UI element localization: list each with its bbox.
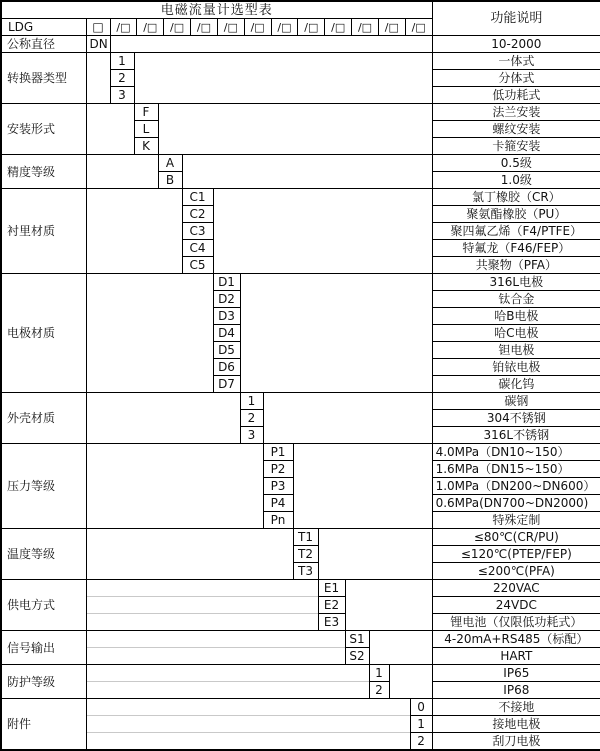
option-code: C1	[182, 189, 213, 206]
empty-span	[158, 104, 432, 155]
option-code: D2	[213, 291, 240, 308]
empty-span	[86, 104, 134, 155]
table-row	[1, 189, 600, 206]
option-code: E3	[318, 614, 345, 631]
option-description: 低功耗式	[432, 87, 600, 104]
option-description: 卡箍安装	[432, 138, 600, 155]
gridline-span	[86, 699, 410, 716]
option-code: 3	[240, 427, 263, 444]
option-description: 哈C电极	[432, 325, 600, 342]
category-label: 安装形式	[1, 104, 86, 155]
option-code: E1	[318, 580, 345, 597]
table-row	[1, 53, 600, 70]
category-label: 附件	[1, 699, 86, 751]
category-label: 电极材质	[1, 274, 86, 393]
code-slot: /□	[405, 19, 432, 35]
option-description: 聚氨酯橡胶（PU）	[432, 206, 600, 223]
model-code-label: LDG	[1, 19, 86, 36]
option-description: 钛合金	[432, 291, 600, 308]
option-description: 0.6MPa(DN700~DN2000)	[432, 495, 600, 512]
code-slot-row	[111, 19, 432, 35]
option-description: 316L不锈钢	[432, 427, 600, 444]
option-description: 1.0级	[432, 172, 600, 189]
option-code: S2	[345, 648, 369, 665]
empty-span	[182, 155, 432, 189]
option-description: IP65	[432, 665, 600, 682]
model-code-slots	[110, 19, 432, 36]
category-label: 压力等级	[1, 444, 86, 529]
option-code: A	[158, 155, 182, 172]
option-code: 2	[369, 682, 389, 699]
option-description: 0.5级	[432, 155, 600, 172]
table-row	[1, 529, 600, 546]
category-label: 供电方式	[1, 580, 86, 631]
option-code: L	[134, 121, 158, 138]
option-code: D4	[213, 325, 240, 342]
empty-span	[345, 580, 432, 631]
option-code: 3	[110, 87, 134, 104]
gridline-span	[86, 614, 318, 631]
code-slot: /□	[136, 19, 163, 35]
category-label: 外壳材质	[1, 393, 86, 444]
option-description: 304不锈钢	[432, 410, 600, 427]
option-description: 共聚物（PFA）	[432, 257, 600, 274]
option-code: T3	[293, 563, 318, 580]
option-code: 2	[410, 733, 432, 751]
option-description: IP68	[432, 682, 600, 699]
option-code: D5	[213, 342, 240, 359]
empty-span	[86, 189, 182, 274]
empty-span	[134, 53, 432, 104]
option-description: 钽电极	[432, 342, 600, 359]
option-description: 碳化钨	[432, 376, 600, 393]
table-row	[1, 665, 600, 682]
gridline-span	[86, 580, 318, 597]
option-code: D1	[213, 274, 240, 291]
option-description: 铂铱电极	[432, 359, 600, 376]
category-label: 公称直径	[1, 36, 86, 53]
table-row	[1, 393, 600, 410]
table-row	[1, 597, 600, 614]
empty-span	[318, 529, 432, 580]
empty-span	[389, 665, 432, 699]
option-code: P2	[263, 461, 293, 478]
option-code: C5	[182, 257, 213, 274]
empty-span	[369, 631, 432, 665]
code-slot: /□	[297, 19, 324, 35]
option-code: C2	[182, 206, 213, 223]
option-code: D6	[213, 359, 240, 376]
option-code: C4	[182, 240, 213, 257]
gridline-span	[86, 665, 369, 682]
option-description: 1.0MPa（DN200~DN600）	[432, 478, 600, 495]
empty-span	[263, 393, 432, 444]
table-row	[1, 699, 600, 716]
gridline-span	[86, 597, 318, 614]
gridline-span	[86, 648, 345, 665]
title-row	[1, 1, 600, 19]
option-code: C3	[182, 223, 213, 240]
option-code: K	[134, 138, 158, 155]
option-code: D7	[213, 376, 240, 393]
empty-span	[86, 444, 263, 529]
option-code: T2	[293, 546, 318, 563]
table-row	[1, 614, 600, 631]
option-description: 法兰安装	[432, 104, 600, 121]
empty-span	[86, 274, 213, 393]
code-slot: /□	[163, 19, 190, 35]
option-description: 哈B电极	[432, 308, 600, 325]
option-description: 碳钢	[432, 393, 600, 410]
table-title: 电磁流量计选型表	[160, 2, 273, 18]
option-description: 24VDC	[432, 597, 600, 614]
table-row	[1, 274, 600, 291]
option-description: ≤120℃(PTEP/FEP)	[432, 546, 600, 563]
option-description: 接地电极	[432, 716, 600, 733]
option-description: 氯丁橡胶（CR）	[432, 189, 600, 206]
option-description: 1.6MPa（DN15~150）	[432, 461, 600, 478]
function-column-header: 功能说明	[432, 1, 600, 36]
table-row	[1, 716, 600, 733]
option-description: 刮刀电极	[432, 733, 600, 751]
gridline-span	[86, 682, 369, 699]
code-slot: /□	[190, 19, 217, 35]
option-code: P3	[263, 478, 293, 495]
category-label: 防护等级	[1, 665, 86, 699]
code-slot: /□	[271, 19, 298, 35]
code-slot: /□	[244, 19, 271, 35]
option-description: 316L电极	[432, 274, 600, 291]
option-description: ≤80℃(CR/PU)	[432, 529, 600, 546]
option-description: 特殊定制	[432, 512, 600, 529]
table-row	[1, 682, 600, 699]
option-description: 220VAC	[432, 580, 600, 597]
option-code: 1	[369, 665, 389, 682]
option-description: 不接地	[432, 699, 600, 716]
option-code: 1	[240, 393, 263, 410]
option-description: 特氟龙（F46/FEP）	[432, 240, 600, 257]
code-slot: /□	[324, 19, 351, 35]
code-slot: /□	[378, 19, 405, 35]
option-description: ≤200℃(PFA)	[432, 563, 600, 580]
option-description: 10-2000	[432, 36, 600, 53]
gridline-span	[86, 733, 410, 751]
option-code: E2	[318, 597, 345, 614]
empty-span	[86, 529, 293, 580]
option-code: S1	[345, 631, 369, 648]
table-row	[1, 648, 600, 665]
code-slot: /□	[351, 19, 378, 35]
category-label: 信号输出	[1, 631, 86, 665]
option-description: 4.0MPa（DN10~150）	[432, 444, 600, 461]
option-description: HART	[432, 648, 600, 665]
option-code: B	[158, 172, 182, 189]
empty-span	[110, 36, 432, 53]
option-description: 分体式	[432, 70, 600, 87]
category-label: 转换器类型	[1, 53, 86, 104]
table-row	[1, 580, 600, 597]
gridline-span	[86, 631, 345, 648]
empty-span	[293, 444, 432, 529]
option-code: T1	[293, 529, 318, 546]
option-description: 螺纹安装	[432, 121, 600, 138]
option-code: 0	[410, 699, 432, 716]
option-code: P1	[263, 444, 293, 461]
option-description: 锂电池（仅限低功耗式）	[432, 614, 600, 631]
option-code: Pn	[263, 512, 293, 529]
option-description: 4-20mA+RS485（标配）	[432, 631, 600, 648]
category-label: 精度等级	[1, 155, 86, 189]
gridline-span	[86, 716, 410, 733]
option-code: P4	[263, 495, 293, 512]
category-label: 温度等级	[1, 529, 86, 580]
option-code: 1	[110, 53, 134, 70]
category-label: 衬里材质	[1, 189, 86, 274]
option-code: 2	[240, 410, 263, 427]
table-row	[1, 631, 600, 648]
empty-span	[86, 53, 110, 104]
table-row	[1, 733, 600, 751]
empty-span	[86, 393, 240, 444]
empty-span	[240, 274, 432, 393]
table-row	[1, 104, 600, 121]
empty-span	[213, 189, 432, 274]
model-code-box: □	[86, 19, 110, 36]
option-code: F	[134, 104, 158, 121]
table-row	[1, 155, 600, 172]
option-description: 一体式	[432, 53, 600, 70]
option-code: 1	[410, 716, 432, 733]
option-code: D3	[213, 308, 240, 325]
code-slot: /□	[116, 20, 131, 34]
table-row	[1, 36, 600, 53]
code-slot: /□	[217, 19, 244, 35]
table-row	[1, 444, 600, 461]
option-code: 2	[110, 70, 134, 87]
empty-span	[86, 155, 158, 189]
option-description: 聚四氟乙烯（F4/PTFE）	[432, 223, 600, 240]
option-code: DN	[86, 36, 110, 53]
